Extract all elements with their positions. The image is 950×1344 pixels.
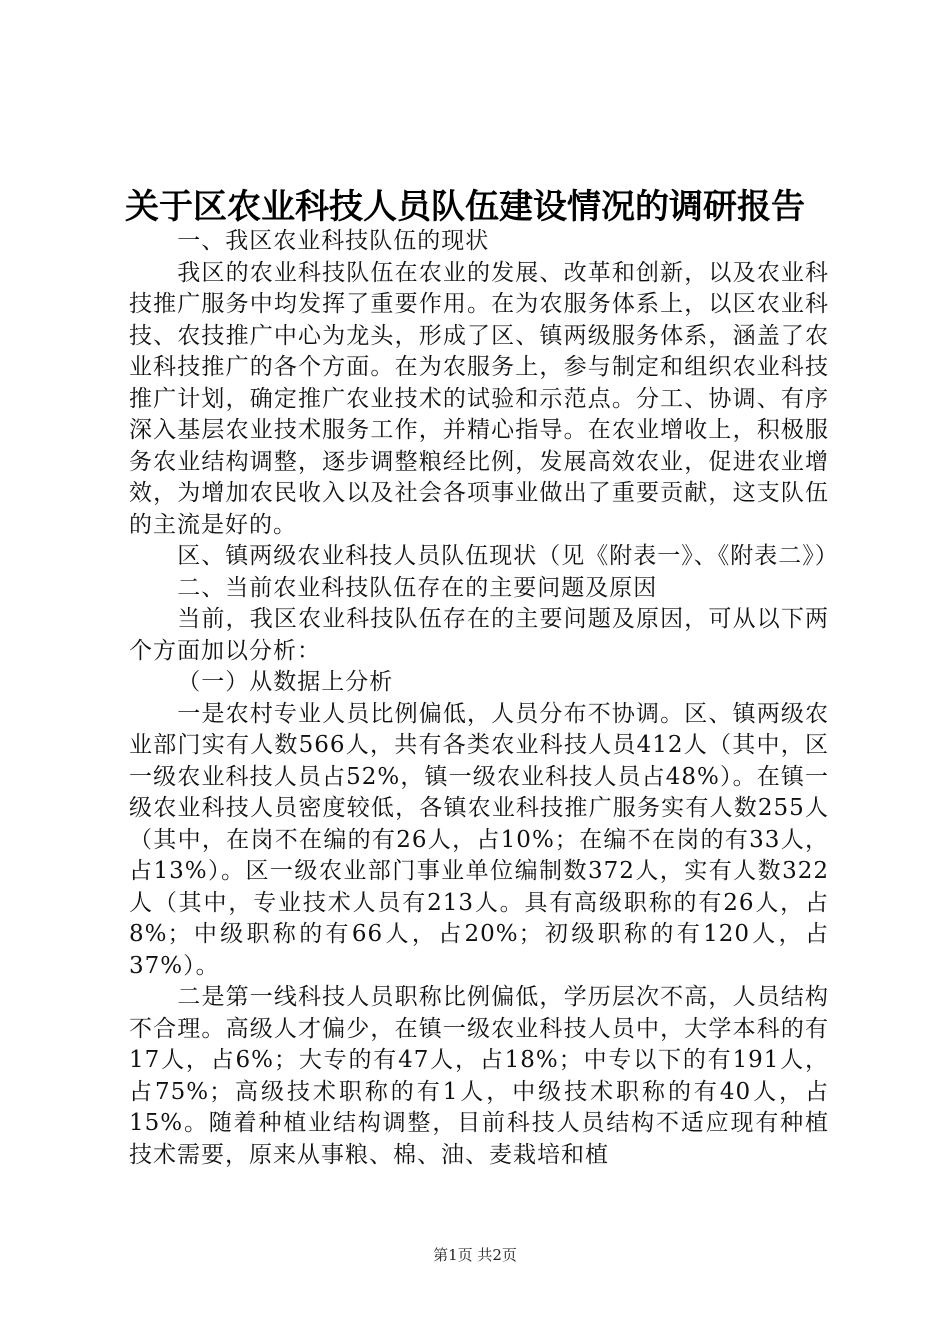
page-footer: 第1页 共2页 [433, 1246, 517, 1264]
body-paragraph: 一是农村专业人员比例偏低，人员分布不协调。区、镇两级农业部门实有人数566人，共有各类农业科技人员412人（其中，区一级农业科技人员占52%，镇一级农业科技人员占48%）。在镇一级农业科技人员密度较低，各镇农业科技推广服务实有人数255人（其中，在岗不在编的有26人，占10%；在编不在岗的有33人，占13%）。区一级农业部门事业单位编制数372人，实有人数322人（其中，专业技术人员有213人。具有高级职称的有26人，占8%；中级职称的有66人，占20%；初级职称的有120人，占37%）。 [129, 700, 829, 979]
body-paragraph: 二是第一线科技人员职称比例偏低，学历层次不高，人员结构不合理。高级人才偏少，在镇一级农业科技人员中，大学本科的有17人，占6%；大专的有47人，占18%；中专以下的有191人，占75%；高级技术职称的有1人，中级技术职称的有40人，占15%。随着种植业结构调整，目前科技人员结构不适应现有种植技术需要，原来从事粮、棉、油、麦栽培和植 [129, 984, 829, 1168]
body-paragraph: 区、镇两级农业科技人员队伍现状（见《附表一》、《附表二》） [177, 543, 839, 569]
section-heading: 一、我区农业科技队伍的现状 [177, 228, 490, 254]
document-body [129, 226, 839, 1171]
document-title: 关于区农业科技人员队伍建设情况的调研报告 [125, 187, 805, 227]
body-paragraph: 我区的农业科技队伍在农业的发展、改革和创新，以及农业科技推广服务中均发挥了重要作用。在为农服务体系上，以区农业科技、农技推广中心为龙头，形成了区、镇两级服务体系，涵盖了农业科技推广的各个方面。在为农服务上，参与制定和组织农业科技推广计划，确定推广农业技术的试验和示范点。分工、协调、有序深入基层农业技术服务工作，并精心指导。在农业增收上，积极服务农业结构调整，逐步调整粮经比例，发展高效农业，促进农业增效，为增加农民收入以及社会各项事业做出了重要贡献，这支队伍的主流是好的。 [129, 259, 829, 538]
body-paragraph: 当前，我区农业科技队伍存在的主要问题及原因，可从以下两个方面加以分析： [129, 606, 829, 664]
subsection-heading: （一）从数据上分析 [177, 669, 394, 695]
section-heading: 二、当前农业科技队伍存在的主要问题及原因 [177, 574, 658, 601]
